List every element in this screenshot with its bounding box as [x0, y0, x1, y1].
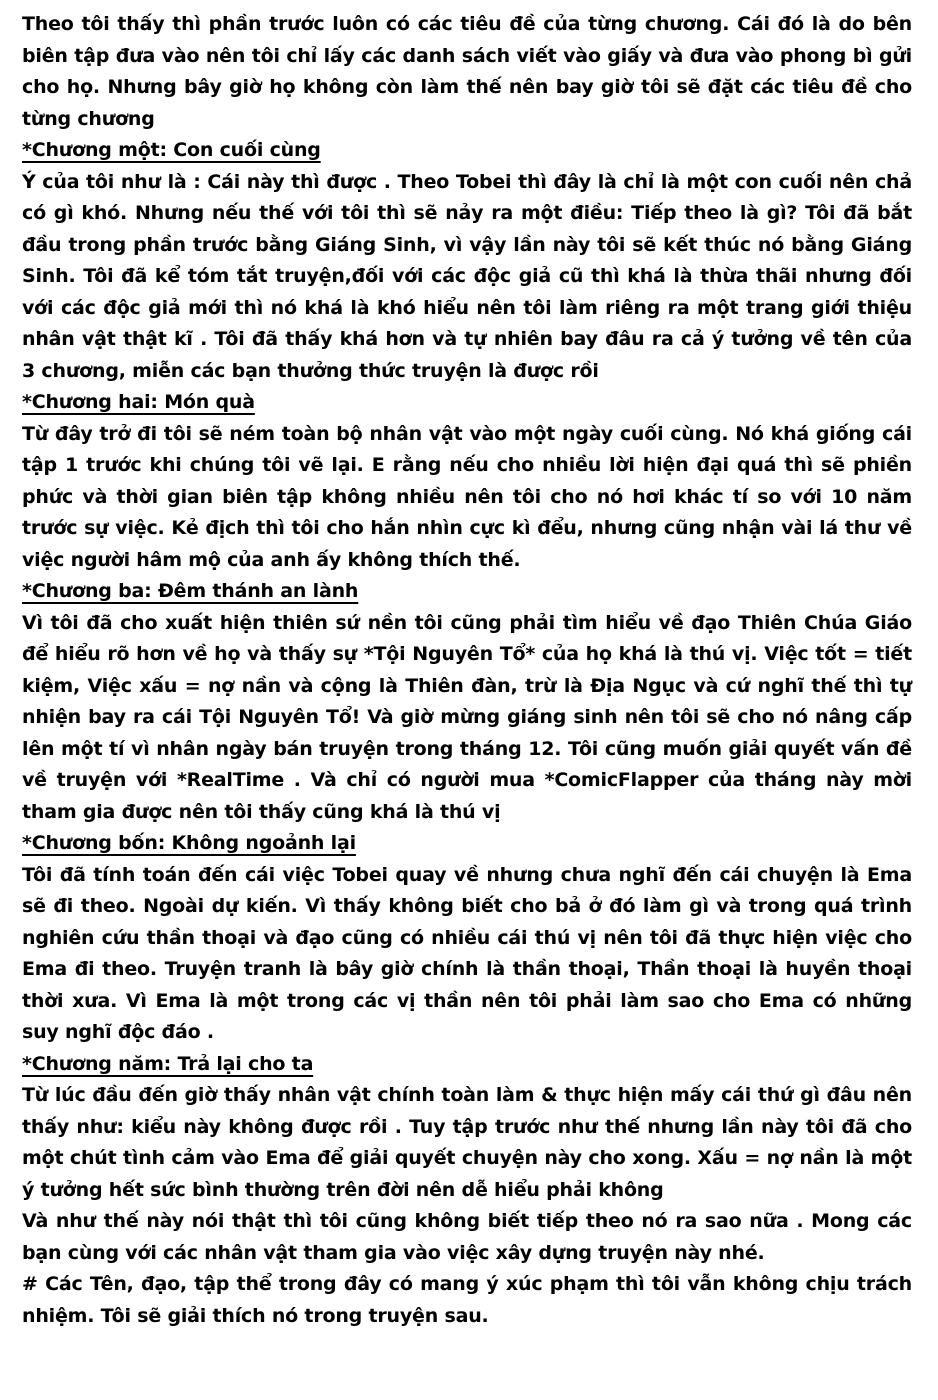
- chapter-2-paragraph: Từ đây trở đi tôi sẽ ném toàn bộ nhân vật vào một ngày cuối cùng. Nó khá giống cái tập 1 trước khi chúng tôi vẽ lại. E rằng nếu cho nhiều lời hiện đại quá thì sẽ phiền phức và thời gian biên tập không nhiều nên tôi cho nó hơi khác tí so với 10 năm trước sự việc. Kẻ địch thì tôi cho hắn nhìn cực kì đểu, nhưng cũng nhận vài lá thư về việc người hâm mộ của anh ấy không thích thế.: [22, 422, 912, 571]
- chapter-4-heading: [22, 828, 912, 860]
- chapter-1-heading-text: *Chương một: Con cuối cùng: [22, 139, 321, 161]
- chapter-3-paragraph: Vì tôi đã cho xuất hiện thiên sứ nền tôi cũng phải tìm hiểu về đạo Thiên Chúa Giáo để hiểu rõ hơn về họ và thấy sự *Tội Nguyên Tổ* của họ khá là thú vị. Việc tốt = tiết kiệm, Việc xấu = nợ nần và cộng là Thiên đàn, trừ là Địa Ngục và cứ nghĩ thế thì tự nhiện bay ra cái Tội Nguyên Tổ! Và giờ mừng giáng sinh nên tôi sẽ cho nó nâng cấp lên một tí vì nhân ngày bán truyện trong tháng 12. Tôi cũng muốn giải quyết vấn đề về truyện với *RealTime . Và chỉ có người mua *ComicFlapper của tháng này mời tham gia được nên tôi thấy cũng khá là thú vị: [22, 611, 912, 823]
- chapter-5-heading-text: *Chương năm: Trả lại cho ta: [22, 1052, 314, 1075]
- disclaimer-paragraph: # Các Tên, đạo, tập thể trong đây có mang ý xúc phạm thì tôi vẫn không chịu trách nhiệm. Tôi sẽ giải thích nó trong truyện sau.: [22, 1273, 912, 1327]
- chapter-4-paragraph: Tôi đã tính toán đến cái việc Tobei quay về nhưng chưa nghĩ đến cái chuyện là Ema sẽ đi theo. Ngoài dự kiến. Vì thấy không biết cho bả ở đó làm gì và trong quá trình nghiên cứu thần thoại và đạo cũng có nhiều cái thú vị nên tôi đã thực hiện việc cho Ema đi theo. Truyện tranh là bây giờ chính là thần thoại, Thần thoại là huyền thoại thời xưa. Vì Ema là một trong các vị thần nên tôi phải làm sao cho Ema có những suy nghĩ độc đáo .: [22, 863, 912, 1043]
- chapter-1-heading: [22, 135, 912, 167]
- chapter-2-heading: [22, 387, 912, 419]
- chapter-4-heading-text: *Chương bốn: Không ngoảnh lại: [22, 832, 356, 854]
- chapter-5-paragraph: Từ lúc đầu đến giờ thấy nhân vật chính toàn làm & thực hiện mấy cái thứ gì đâu nên thấy như: kiểu này không được rồi . Tuy tập trước như thế nhưng lần này tôi đã cho một chút tình cảm vào Ema để giải quyết chuyện này cho xong. Xấu = nợ nần là một ý tưởng hết sức bình thường trên đời nên dễ hiểu phải không: [22, 1084, 912, 1201]
- chapter-2-heading-text: *Chương hai: Món quà: [22, 391, 255, 413]
- closing-paragraph: Và như thế này nói thật thì tôi cũng không biết tiếp theo nó ra sao nữa . Mong các bạn cùng với các nhân vật tham gia vào việc xây dựng truyện này nhé.: [22, 1210, 912, 1264]
- chapter-1-paragraph: Ý của tôi như là : Cái này thì được . Theo Tobei thì đây là chỉ là một con cuối nên chả có gì khó. Nhưng nếu thế với tôi thì sẽ nảy ra một điều: Tiếp theo là gì? Tôi đã bắt đầu trong phần trước bằng Giáng Sinh, vì vậy lần này tôi sẽ kết thúc nó bằng Giáng Sinh. Tôi đã kể tóm tắt truyện,đối với các độc giả cũ thì khá là thừa thãi nhưng đối với các độc giả mới thì nó khá là khó hiểu nên tôi làm riêng ra một trang giới thiệu nhân vật thật kĩ . Tôi đã thấy khá hơn và tự nhiên bay đâu ra cả ý tưởng về tên của 3 chương, miễn các bạn thưởng thức truyện là được rồi: [22, 170, 912, 382]
- chapter-5-heading: [22, 1049, 912, 1081]
- chapter-3-heading: [22, 576, 912, 608]
- intro-paragraph: Theo tôi thấy thì phần trước luôn có các tiêu đề của từng chương. Cái đó là do bên biên tập đưa vào nên tôi chỉ lấy các danh sách viết vào giấy và đưa vào phong bì gửi cho họ. Nhưng bây giờ họ không còn làm thế nên bay giờ tôi sẽ đặt các tiêu đề cho từng chương: [22, 13, 912, 130]
- chapter-3-heading-text: *Chương ba: Đêm thánh an lành: [22, 580, 359, 602]
